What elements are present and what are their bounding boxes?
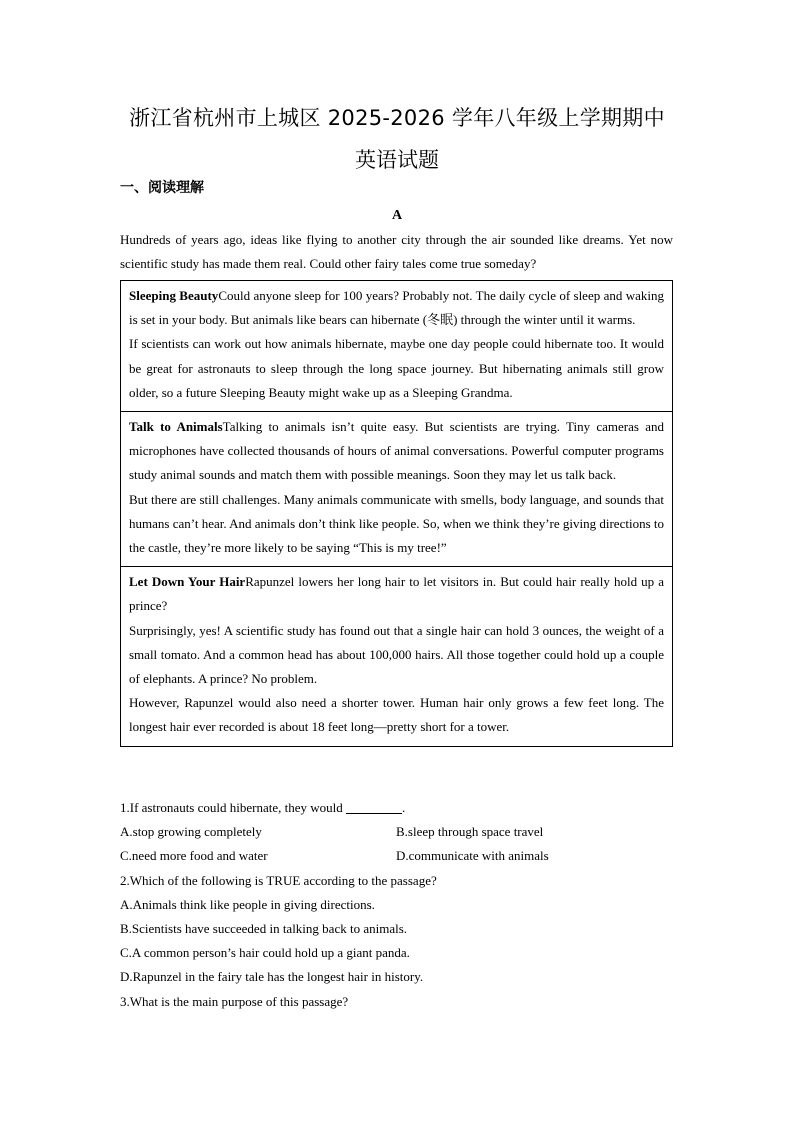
box-paragraph: If scientists can work out how animals hibernate, maybe one day people could hibernate too. It would be great for astronauts to sleep through the long space journey. But hibernating animals still grow older, so a future Sleeping Beauty might wake up as a Sleeping Grandma. xyxy=(129,336,664,400)
box-paragraph: Sleeping BeautyCould anyone sleep for 100 years? Probably not. The daily cycle of sleep and waking is set in your body. But animals like bears can hibernate (冬眠) through the winter until it warms. xyxy=(129,288,664,328)
box-heading: Let Down Your Hair xyxy=(129,574,246,590)
section-heading: 一、阅读理解 xyxy=(120,180,204,196)
box-talk-to-animals xyxy=(121,411,672,566)
question-3: 3.What is the main purpose of this passage? xyxy=(120,993,349,1009)
exam-title: 浙江省杭州市上城区 2025-2026 学年八年级上学期期中 xyxy=(129,106,665,130)
exam-subtitle: 英语试题 xyxy=(355,148,439,172)
questions-list xyxy=(120,796,673,1014)
box-paragraph: Talk to AnimalsTalking to animals isn’t quite easy. But scientists are trying. Tiny cameras and microphones have collected thousands of hours of animal conversations. Powerful computer programs study animal sounds and match them with possible meanings. Soon they may let us talk back. xyxy=(129,419,664,483)
option-a: A.stop growing completely xyxy=(120,824,262,840)
question-1: 1.If astronauts could hibernate, they would . xyxy=(120,800,406,815)
option-d: D.Rapunzel in the fairy tale has the longest hair in history. xyxy=(120,969,424,985)
box-sleeping-beauty xyxy=(121,281,672,411)
box-paragraph: Let Down Your HairRapunzel lowers her long hair to let visitors in. But could hair really hold up a prince? xyxy=(129,574,664,614)
option-b: B.sleep through space travel xyxy=(396,824,544,840)
box-paragraph: Surprisingly, yes! A scientific study has found out that a single hair can hold 3 ounces, the weight of a small tomato. And a common head has about 100,000 hairs. All those together could hold up a couple of elephants. A prince? No problem. xyxy=(129,622,664,687)
option-c: C.need more food and water xyxy=(120,848,268,864)
option-d: D.communicate with animals xyxy=(396,848,549,864)
option-b: B.Scientists have succeeded in talking back to animals. xyxy=(120,921,408,937)
passage-intro: Hundreds of years ago, ideas like flying to another city through the air sounded like dreams. Yet now scientific study has made them real. Could other fairy tales come true someday? xyxy=(120,232,673,271)
box-paragraph: However, Rapunzel would also need a shorter tower. Human hair only grows a few feet long. The longest hair ever recorded is about 18 feet long—pretty short for a tower. xyxy=(129,695,664,735)
box-let-down-your-hair xyxy=(121,566,672,745)
box-paragraph: But there are still challenges. Many animals communicate with smells, body language, and sounds that humans can’t hear. And animals don’t think like people. So, when we think they’re giving directions to the castle, they’re more likely to be saying “This is my tree!” xyxy=(129,491,664,556)
box-heading: Talk to Animals xyxy=(129,419,223,435)
question-2: 2.Which of the following is TRUE according to the passage? xyxy=(120,872,437,888)
option-c: C.A common person’s hair could hold up a giant panda. xyxy=(120,945,410,961)
question-1-options-row xyxy=(120,844,673,868)
answer-blank xyxy=(346,799,402,814)
passage-table xyxy=(120,280,673,747)
question-1-options-row xyxy=(120,820,673,844)
option-a: A.Animals think like people in giving directions. xyxy=(120,896,375,912)
box-heading: Sleeping Beauty xyxy=(129,288,219,303)
passage-label: A xyxy=(391,208,403,223)
